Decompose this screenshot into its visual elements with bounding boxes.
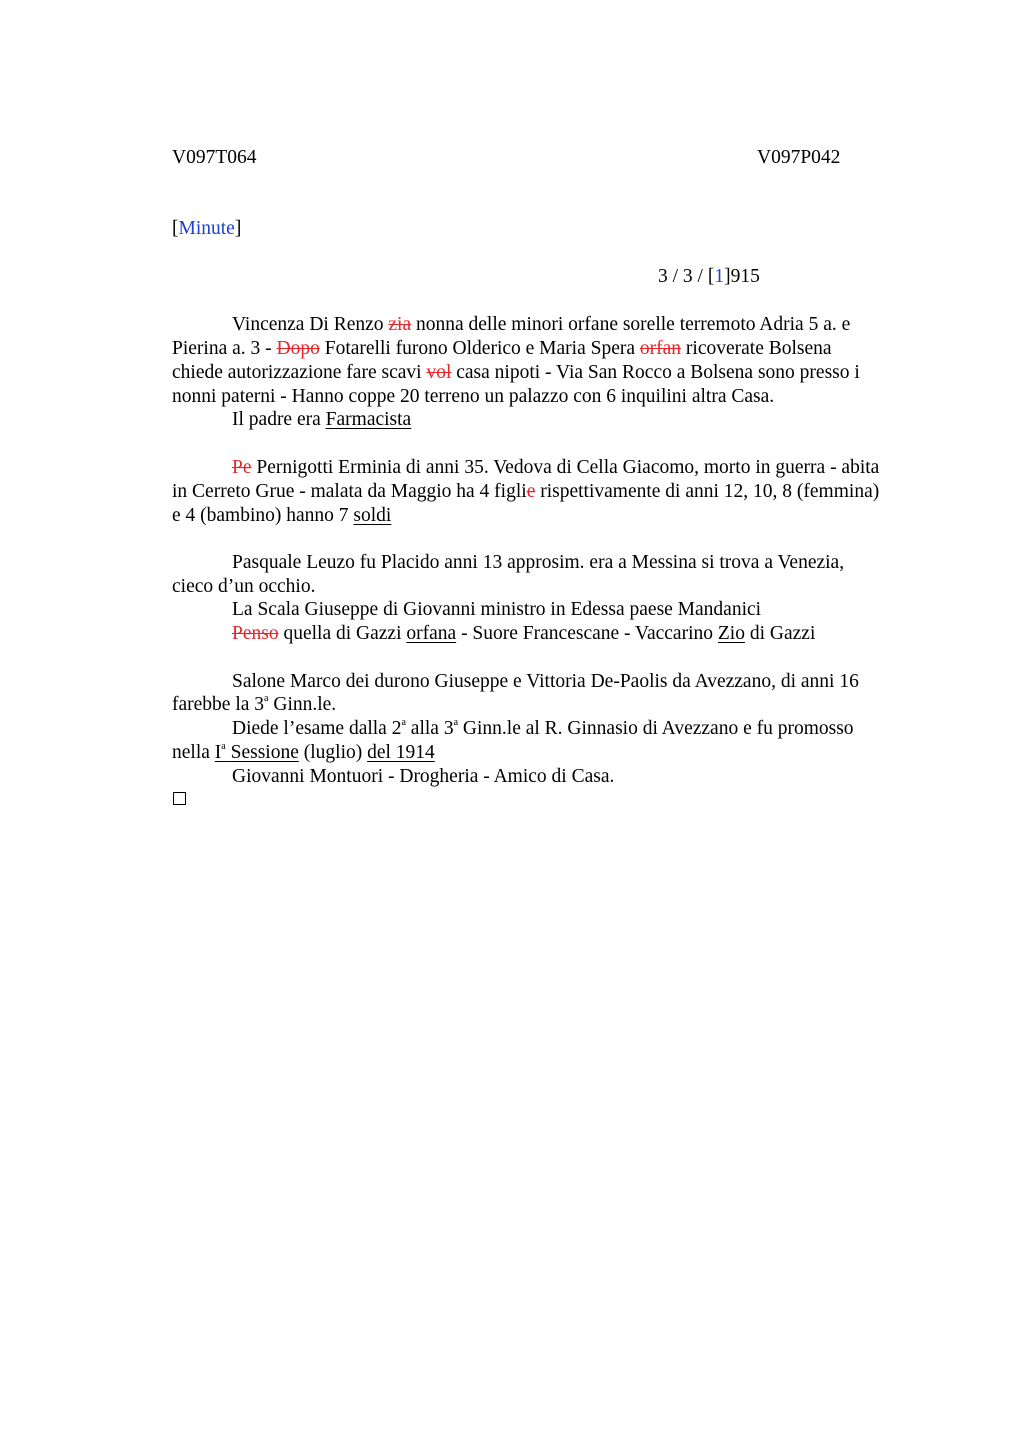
text-line: Il padre era Farmacista bbox=[232, 409, 412, 430]
text-line: cieco d’un occhio. bbox=[172, 576, 316, 597]
text-line: in Cerreto Grue - malata da Maggio ha 4 figlie rispettivamente di anni 12, 10, 8 (femmina) bbox=[172, 481, 880, 502]
deleted-text: vol bbox=[426, 362, 452, 383]
text-line: Diede l’esame dalla 2$^a$ alla 3$^a$ Ginn.le al R. Ginnasio di Avezzano e fu promosso bbox=[232, 717, 854, 739]
underlined-text: Zio bbox=[717, 623, 745, 644]
text-line: Vincenza Di Renzo zia nonna delle minori orfane sorelle terremoto Adria 5 a. e bbox=[232, 314, 851, 335]
section-title-link[interactable]: Minute bbox=[178, 218, 235, 239]
underlined-text: Farmacista bbox=[325, 409, 412, 430]
text-line: farebbe la 3$^a$ Ginn.le. bbox=[172, 693, 337, 715]
underlined-text: orfana bbox=[406, 623, 457, 644]
deleted-text: e bbox=[526, 481, 536, 502]
deleted-text: Penso bbox=[232, 623, 279, 644]
end-marker-box bbox=[173, 792, 186, 805]
text-line: Giovanni Montuori - Drogheria - Amico di Casa. bbox=[232, 766, 615, 787]
underlined-text: soldi bbox=[353, 505, 392, 526]
underlined-text: $I^a$ Sessione bbox=[214, 741, 299, 763]
deleted-text: zia bbox=[388, 314, 412, 335]
text-line: chiede autorizzazione fare scavi vol casa nipoti - Via San Rocco a Bolsena sono presso i bbox=[172, 362, 860, 383]
text-line: Penso quella di Gazzi orfana - Suore Francescane - Vaccarino Zio di Gazzi bbox=[232, 623, 816, 644]
text-line: La Scala Giuseppe di Giovanni ministro in Edessa paese Mandanici bbox=[232, 599, 762, 620]
doc-code-right: V097P042 bbox=[757, 147, 841, 168]
deleted-text: Pe bbox=[232, 457, 252, 478]
text-line: nella $I^a$ Sessione (luglio) del 1914 bbox=[172, 741, 435, 763]
text-line: Salone Marco dei durono Giuseppe e Vittoria De-Paolis da Avezzano, di anni 16 bbox=[232, 671, 859, 692]
text-line: Pasquale Leuzo fu Placido anni 13 approsim. era a Messina si trova a Venezia, bbox=[232, 552, 845, 573]
document-date: 3 / 3 / [1]915 bbox=[658, 266, 760, 287]
deleted-text: Dopo bbox=[276, 338, 320, 359]
section-title: [Minute] bbox=[172, 218, 242, 239]
text-line: nonni paterni - Hanno coppe 20 terreno un palazzo con 6 inquilini altra Casa. bbox=[172, 386, 775, 407]
text-line: e 4 (bambino) hanno 7 soldi bbox=[172, 505, 392, 526]
text-line: Pe Pernigotti Erminia di anni 35. Vedova di Cella Giacomo, morto in guerra - abita bbox=[232, 457, 880, 478]
text-line: Pierina a. 3 - Dopo Fotarelli furono Olderico e Maria Spera orfan ricoverate Bolsena bbox=[172, 338, 832, 359]
underlined-text: del 1914 bbox=[367, 742, 435, 763]
deleted-text: orfan bbox=[639, 338, 682, 359]
doc-code-left: V097T064 bbox=[172, 147, 257, 168]
